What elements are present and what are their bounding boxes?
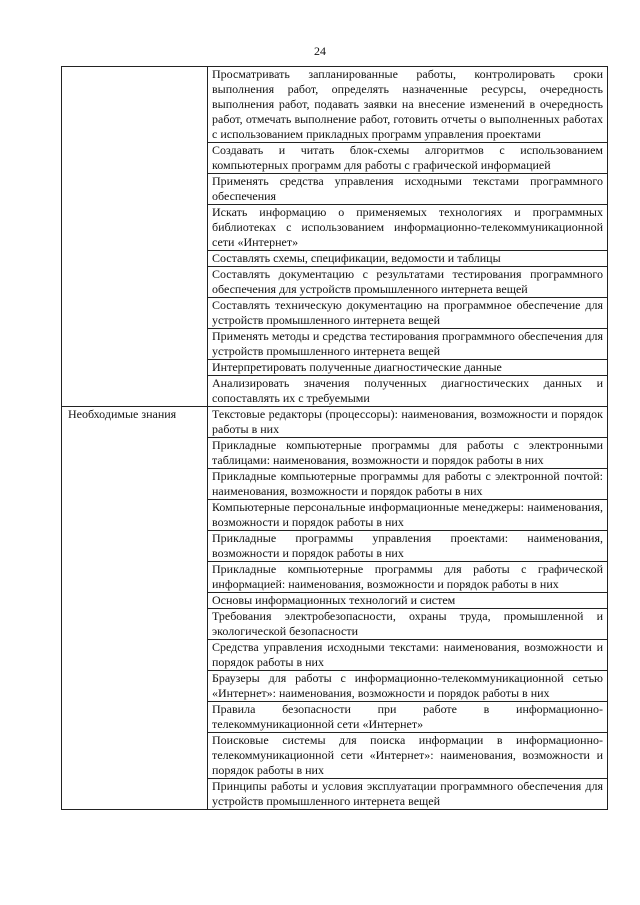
page-number: 24	[314, 44, 326, 58]
section-label	[62, 67, 208, 407]
table-cell: Создавать и читать блок-схемы алгоритмов с использованием компьютерных программ для работы с графической информацией	[208, 143, 608, 174]
table-cell: Правила безопасности при работе в информационно-телекоммуникационной сети «Интернет»	[208, 702, 608, 733]
table-cell: Браузеры для работы с информационно-телекоммуникационной сетью «Интернет»: наименования, возможности и порядок работы в них	[208, 671, 608, 702]
table-cell: Составлять техническую документацию на программное обеспечение для устройств промышленного интернета вещей	[208, 298, 608, 329]
table-cell: Компьютерные персональные информационные менеджеры: наименования, возможности и порядок работы в них	[208, 500, 608, 531]
table-cell: Составлять документацию с результатами тестирования программного обеспечения для устройств промышленного интернета вещей	[208, 267, 608, 298]
requirements-table-body	[62, 67, 608, 810]
table-cell: Применять методы и средства тестирования программного обеспечения для устройств промышленного интернета вещей	[208, 329, 608, 360]
table-cell: Прикладные программы управления проектами: наименования, возможности и порядок работы в них	[208, 531, 608, 562]
requirements-table	[61, 66, 608, 810]
table-cell: Поисковые системы для поиска информации в информационно-телекоммуникационной сети «Интернет»: наименования, возможности и порядок работы в них	[208, 733, 608, 779]
table-cell: Интерпретировать полученные диагностические данные	[208, 360, 608, 376]
table-cell: Искать информацию о применяемых технологиях и программных библиотеках с использованием информационно-телекоммуникационной сети «Интернет»	[208, 205, 608, 251]
table-cell: Применять средства управления исходными текстами программного обеспечения	[208, 174, 608, 205]
table-cell: Прикладные компьютерные программы для работы с графической информацией: наименования, возможности и порядок работы в них	[208, 562, 608, 593]
table-cell: Анализировать значения полученных диагностических данных и сопоставлять их с требуемыми	[208, 376, 608, 407]
table-cell: Принципы работы и условия эксплуатации программного обеспечения для устройств промышленного интернета вещей	[208, 779, 608, 810]
table-cell: Прикладные компьютерные программы для работы с электронной почтой: наименования, возможности и порядок работы в них	[208, 469, 608, 500]
section-label: Необходимые знания	[62, 407, 208, 810]
table-cell: Просматривать запланированные работы, контролировать сроки выполнения работ, определять назначенные ресурсы, очередность выполнения работ, подавать заявки на внесение изменений в очередность работ, отмечать выполнение работ, готовить отчеты о выполненных работах с использованием прикладных программ управления проектами	[208, 67, 608, 143]
table-cell: Прикладные компьютерные программы для работы с электронными таблицами: наименования, возможности и порядок работы в них	[208, 438, 608, 469]
table-row	[62, 67, 608, 143]
table-cell: Требования электробезопасности, охраны труда, промышленной и экологической безопасности	[208, 609, 608, 640]
table-cell: Составлять схемы, спецификации, ведомости и таблицы	[208, 251, 608, 267]
table-cell: Средства управления исходными текстами: наименования, возможности и порядок работы в них	[208, 640, 608, 671]
table-cell: Основы информационных технологий и систем	[208, 593, 608, 609]
table-cell: Текстовые редакторы (процессоры): наименования, возможности и порядок работы в них	[208, 407, 608, 438]
table-row	[62, 407, 608, 438]
